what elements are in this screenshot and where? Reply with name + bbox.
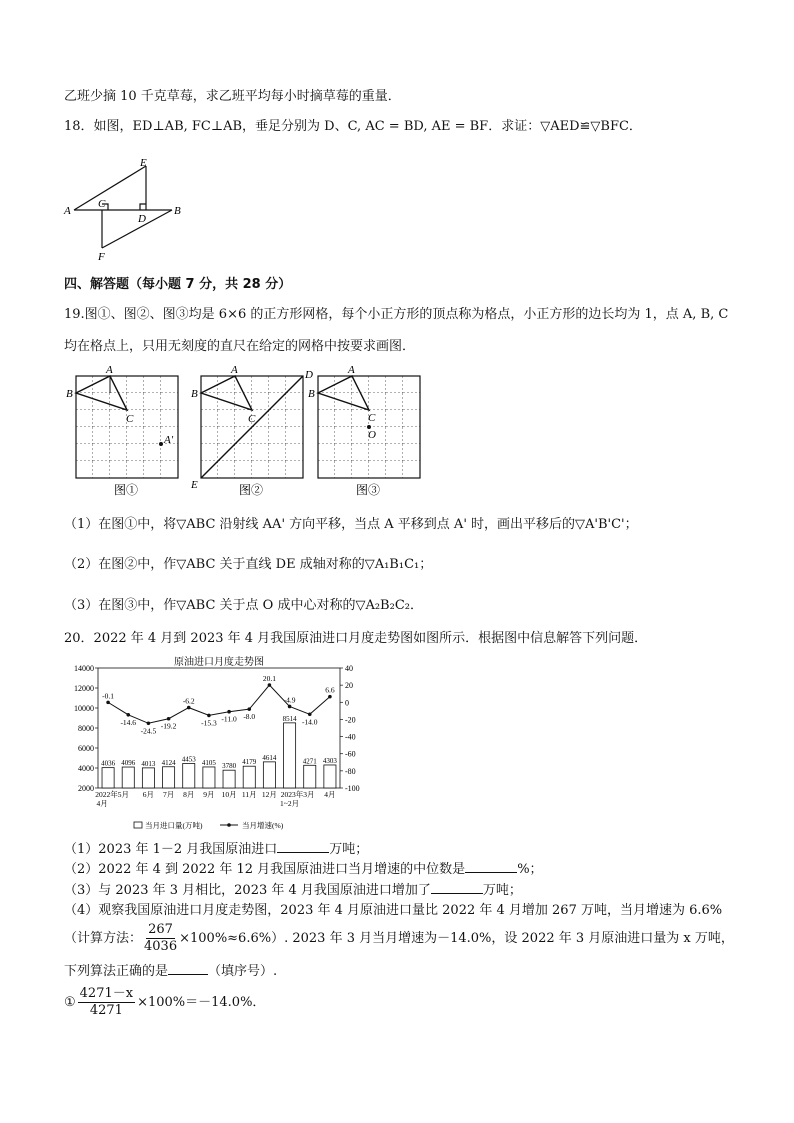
g2-E: E: [191, 479, 198, 491]
growth-label-7: -8.0: [243, 712, 256, 722]
bar-4: [183, 763, 195, 788]
y-right-label: -80: [345, 766, 356, 776]
fig-label-B: B: [174, 205, 181, 217]
q20-s4-line3: 下列算法正确的是 （填序号）.: [64, 964, 278, 979]
growth-point-1: [126, 713, 130, 717]
growth-point-7: [247, 707, 251, 711]
growth-point-8: [268, 683, 272, 687]
bar-label-11: 4303: [322, 756, 337, 765]
growth-point-6: [227, 710, 231, 714]
q20-option-1: ① $\frac{4271-x}{4271}$ ×100%＝－14.0%．: [64, 986, 266, 1018]
y-left-label: 4000: [78, 764, 94, 773]
y-left-label: 8000: [78, 724, 94, 733]
g1-A: A: [106, 364, 113, 376]
y-right-label: 20: [345, 681, 353, 691]
bar-label-9: 8514: [282, 714, 297, 723]
growth-label-5: -15.3: [201, 718, 217, 728]
x-label-6: 11月: [241, 790, 257, 799]
q19-sub3: （3）在图③中，作▽ABC 关于点 O 成中心对称的▽A₂B₂C₂．: [64, 598, 423, 613]
q19-line1: 19.图①、图②、图③均是 6×6 的正方形网格，每个小正方形的顶点称为格点，小正方形的边长均为 1，点 A, B, C: [64, 307, 729, 322]
x-label-9: 4月: [324, 790, 336, 799]
growth-label-4: -6.2: [182, 696, 195, 706]
grid-1-caption: 图①: [114, 483, 139, 497]
calc-fraction: $\frac{267}{4036}$: [144, 922, 178, 954]
growth-label-9: -4.9: [283, 695, 296, 705]
bar-label-3: 4124: [161, 758, 176, 767]
bar-9: [284, 723, 296, 788]
blank-3[interactable]: [431, 881, 483, 894]
q20-s4-calc: （计算方法： $\frac{267}{4036}$ ×100%≈6.6%）. 2023 年 3 月当月增速为－14.0%，设 2022 年 3 月原油进口量为 x 万吨，: [64, 922, 734, 954]
bar-0: [102, 768, 114, 788]
x-label-7: 12月: [261, 790, 277, 799]
blank-1[interactable]: [277, 840, 329, 853]
x-label-2: 7月: [162, 790, 175, 799]
y-right-label: 40: [345, 664, 353, 673]
bar-label-1: 4096: [121, 759, 136, 768]
grid-2: [190, 364, 313, 497]
q18-figure: [60, 156, 190, 262]
y-left-label: 10000: [74, 704, 94, 713]
y-left-label: 12000: [74, 684, 94, 693]
g3-A: A: [348, 364, 355, 376]
bar-7: [243, 766, 255, 788]
g3-B: B: [308, 388, 315, 400]
bar-6: [223, 770, 235, 788]
g3-C: C: [368, 412, 376, 424]
y-left-label: 6000: [78, 744, 94, 753]
bar-label-5: 4105: [201, 758, 216, 767]
legend-line-dot: [227, 823, 231, 827]
x-sub-1: 1~2月: [280, 799, 300, 808]
bar-1: [122, 767, 134, 788]
q20-s4: （4）观察我国原油进口月度走势图，2023 年 4 月原油进口量比 2022 年 4 月增加 267 万吨，当月增速为 6.6%: [64, 903, 723, 918]
q20-s1: （1）2023 年 1－2 月我国原油进口 万吨；: [64, 842, 369, 857]
growth-label-2: -24.5: [140, 726, 157, 736]
legend-bar-label: 当月进口量(万吨): [145, 821, 203, 830]
growth-point-3: [167, 717, 171, 721]
growth-label-6: -11.0: [221, 714, 237, 724]
x-sub-0: 4月: [96, 799, 108, 808]
g2-C: C: [248, 413, 256, 425]
growth-point-0: [106, 701, 110, 705]
bar-3: [163, 767, 175, 788]
q19-sub2: （2）在图②中，作▽ABC 关于直线 DE 成轴对称的▽A₁B₁C₁；: [64, 557, 433, 572]
g2-D: D: [305, 369, 313, 381]
x-label-3: 8月: [183, 790, 195, 799]
grid-3-caption: 图③: [356, 483, 381, 497]
growth-label-1: -14.6: [120, 717, 137, 727]
x-label-4: 9月: [203, 790, 215, 799]
fig-label-D: D: [138, 213, 146, 225]
growth-point-9: [288, 705, 292, 709]
g2-B: B: [191, 388, 198, 400]
fig-label-C: C: [98, 198, 106, 210]
g1-B: B: [66, 388, 73, 400]
bar-label-10: 4271: [302, 757, 317, 766]
growth-label-11: 6.6: [325, 685, 335, 695]
bar-11: [324, 765, 336, 788]
bar-label-6: 3780: [222, 762, 237, 771]
x-label-8: 2023年3月: [280, 790, 315, 799]
fig-label-F: F: [98, 251, 105, 262]
g1-C: C: [126, 413, 134, 425]
y-right-label: -20: [345, 715, 356, 725]
growth-point-11: [328, 695, 332, 699]
bar-label-7: 4179: [242, 758, 257, 767]
bar-2: [142, 768, 154, 788]
growth-point-5: [207, 714, 211, 718]
y-right-label: -100: [345, 784, 360, 793]
chart-title: 原油进口月度走势图: [174, 657, 264, 668]
grid-2-caption: 图②: [239, 483, 264, 497]
q19-line2: 均在格点上，只用无刻度的直尺在给定的网格中按要求画图．: [64, 339, 416, 354]
oil-import-chart: [62, 654, 382, 836]
y-left-label: 2000: [78, 784, 94, 793]
fig-label-E: E: [140, 157, 147, 169]
growth-label-8: 20.1: [262, 674, 276, 684]
g1-A-prime: A': [164, 434, 174, 446]
bar-5: [203, 767, 215, 788]
bar-label-2: 4013: [141, 759, 156, 768]
bar-8: [263, 762, 275, 788]
section-heading: 四、解答题（每小题 7 分，共 28 分）: [64, 277, 292, 292]
growth-label-3: -19.2: [160, 721, 177, 731]
grid-1: [66, 364, 178, 497]
bar-label-0: 4036: [101, 759, 116, 768]
legend-line-label: 当月增速(%): [242, 821, 284, 830]
q20-intro: 20．2022 年 4 月到 2023 年 4 月我国原油进口月度走势图如图所示．根据图中信息解答下列问题．: [64, 631, 648, 646]
grid-3: [308, 364, 420, 497]
q20-s2: （2）2022 年 4 到 2022 年 12 月我国原油进口当月增速的中位数是 %；: [64, 862, 543, 877]
blank-2[interactable]: [465, 860, 517, 873]
q20-s3: （3）与 2023 年 3 月相比，2023 年 4 月我国原油进口增加了 万吨；: [64, 883, 522, 898]
blank-4[interactable]: [168, 962, 208, 975]
fig-label-A: A: [64, 205, 71, 217]
bar-label-4: 4453: [181, 755, 196, 764]
x-label-1: 6月: [142, 790, 155, 799]
g3-O: O: [368, 429, 376, 441]
growth-line: [108, 685, 330, 723]
q19-grids: [60, 362, 440, 498]
q19-sub1: （1）在图①中，将▽ABC 沿射线 AA' 方向平移，当点 A 平移到点 A' 时，画出平移后的▽A'B'C'；: [64, 517, 638, 532]
option-fraction: $\frac{4271-x}{4271}$: [79, 986, 134, 1018]
bar-10: [304, 765, 316, 788]
growth-label-10: -14.0: [301, 717, 318, 727]
x-label-5: 10月: [221, 790, 237, 799]
bar-label-8: 4614: [262, 753, 277, 762]
q17-tail: 乙班少摘 10 千克草莓，求乙班平均每小时摘草莓的重量．: [64, 89, 401, 104]
y-right-label: 0: [345, 698, 349, 708]
g2-A: A: [231, 364, 238, 376]
y-right-label: -40: [345, 732, 356, 742]
q18-text: 18．如图，ED⊥AB, FC⊥AB，垂足分别为 D、C, AC = BD, AE = BF．求证：▽AED≌▽BFC．: [64, 119, 642, 134]
legend-bar-swatch: [134, 822, 142, 828]
y-left-label: 14000: [74, 664, 94, 673]
x-label-0: 2022年5月: [95, 790, 129, 799]
growth-point-4: [187, 706, 191, 710]
growth-label-0: -0.1: [102, 691, 115, 701]
y-right-label: -60: [345, 749, 356, 759]
growth-point-2: [147, 721, 151, 725]
growth-point-10: [308, 712, 312, 716]
